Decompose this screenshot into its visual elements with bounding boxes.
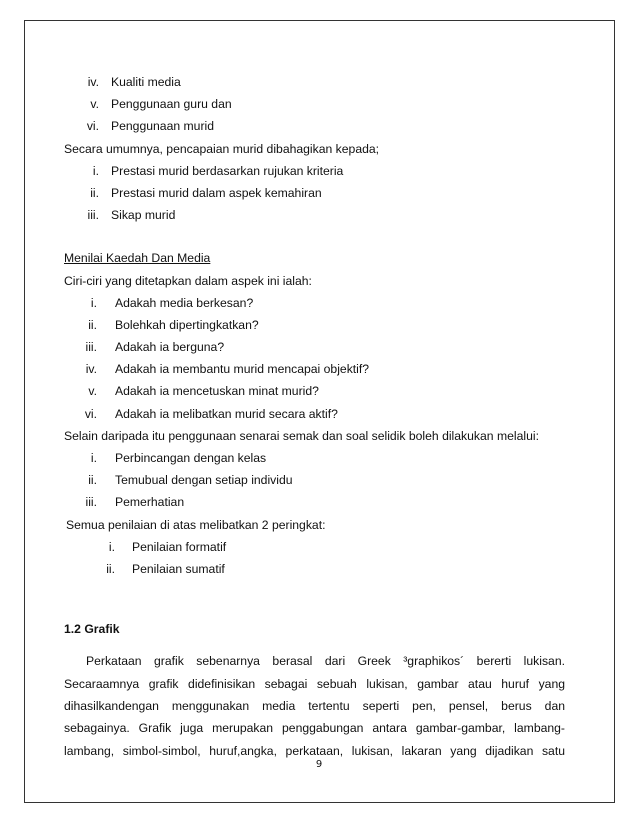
- list-number: iii.: [87, 208, 99, 223]
- list-number: iv.: [87, 75, 99, 89]
- list-text: Prestasi murid dalam aspek kemahiran: [111, 185, 322, 200]
- list-text: Penggunaan guru dan: [111, 97, 232, 112]
- paragraph-line: Perkataan grafik sebenarnya berasal dari Greek ³graphikos´ bererti lukisan.: [86, 654, 565, 669]
- page-number: 9: [315, 759, 323, 770]
- list-number: ii.: [88, 317, 97, 332]
- list-item: [75, 71, 565, 93]
- list-item: [75, 447, 565, 469]
- intro-text: Secara umumnya, pencapaian murid dibahagikan kepada;: [64, 141, 380, 156]
- paragraph: [64, 650, 565, 762]
- intro-text: Semua penilaian di atas melibatkan 2 peringkat:: [66, 517, 326, 532]
- list-item: [75, 403, 565, 425]
- list-text: Adakah media berkesan?: [115, 295, 254, 310]
- list-item: [75, 160, 565, 182]
- list-number: i.: [108, 539, 115, 554]
- paragraph-intro: [64, 138, 565, 160]
- intro-text: Selain daripada itu penggunaan senarai semak dan soal selidik boleh dilakukan melalui:: [64, 428, 539, 443]
- list-number: ii.: [88, 473, 97, 488]
- list-text: Adakah ia membantu murid mencapai objektif?: [115, 362, 370, 377]
- list-text: Penilaian sumatif: [132, 561, 225, 576]
- list-text: Bolehkah dipertingkatkan?: [115, 317, 259, 332]
- list-number: i.: [90, 451, 97, 465]
- list-number: vi.: [84, 406, 97, 421]
- paragraph-line: sebagainya. Grafik juga merupakan penggabungan antara gambar-gambar, lambang-: [64, 721, 565, 736]
- paragraph-intro: [66, 514, 565, 536]
- list-text: Adakah ia melibatkan murid secara aktif?: [115, 406, 338, 421]
- list-item: [75, 558, 565, 580]
- paragraph-line: lambang, simbol-simbol, huruf,angka, perkataan, lukisan, lakaran yang dijadikan satu: [64, 743, 565, 758]
- list-text: Adakah ia berguna?: [115, 340, 225, 355]
- list-item: [75, 115, 565, 137]
- paragraph-line: dihasilkandengan menggunakan media tertentu seperti pen, pensel, berus dan: [64, 699, 565, 714]
- list-text: Pemerhatian: [115, 495, 185, 510]
- list-item: [75, 204, 565, 226]
- intro-text: Ciri-ciri yang ditetapkan dalam aspek ini ialah:: [64, 273, 312, 288]
- paragraph-line: Secaraamnya grafik didefinisikan sebagai sebuah lukisan, gambar atau huruf yang: [64, 676, 565, 691]
- list-item: [75, 292, 565, 314]
- list-item: [75, 314, 565, 336]
- list-item: [75, 93, 565, 115]
- section-heading: [64, 618, 565, 640]
- subheading-text: Menilai Kaedah Dan Media: [64, 251, 211, 266]
- list-text: Sikap murid: [111, 208, 176, 223]
- list-number: v.: [88, 384, 97, 399]
- list-number: ii.: [90, 185, 99, 200]
- list-item: [75, 336, 565, 358]
- list-text: Prestasi murid berdasarkan rujukan kriteria: [111, 163, 344, 178]
- list-item: [75, 380, 565, 402]
- list-item: [75, 182, 565, 204]
- list-number: i.: [90, 295, 97, 310]
- list-text: Penilaian formatif: [132, 539, 227, 554]
- list-text: Kualiti media: [111, 75, 181, 89]
- list-number: i.: [92, 163, 99, 178]
- list-number: v.: [90, 97, 99, 112]
- list-item: [75, 491, 565, 513]
- paragraph-intro: [64, 425, 565, 447]
- list-text: Temubual dengan setiap individu: [115, 473, 293, 488]
- list-item: [75, 358, 565, 380]
- list-text: Adakah ia mencetuskan minat murid?: [115, 384, 319, 399]
- list-number: iv.: [85, 362, 97, 377]
- section-title: 1.2 Grafik: [64, 622, 120, 637]
- list-text: Perbincangan dengan kelas: [115, 451, 267, 465]
- paragraph-intro: [64, 270, 565, 292]
- list-number: iii.: [85, 340, 97, 355]
- list-number: iii.: [85, 495, 97, 510]
- document-body: [64, 71, 565, 762]
- list-item: [75, 536, 565, 558]
- list-number: ii.: [106, 561, 115, 576]
- list-text: Penggunaan murid: [111, 119, 214, 134]
- list-item: [75, 469, 565, 491]
- subheading: [64, 247, 565, 269]
- list-number: vi.: [86, 119, 99, 134]
